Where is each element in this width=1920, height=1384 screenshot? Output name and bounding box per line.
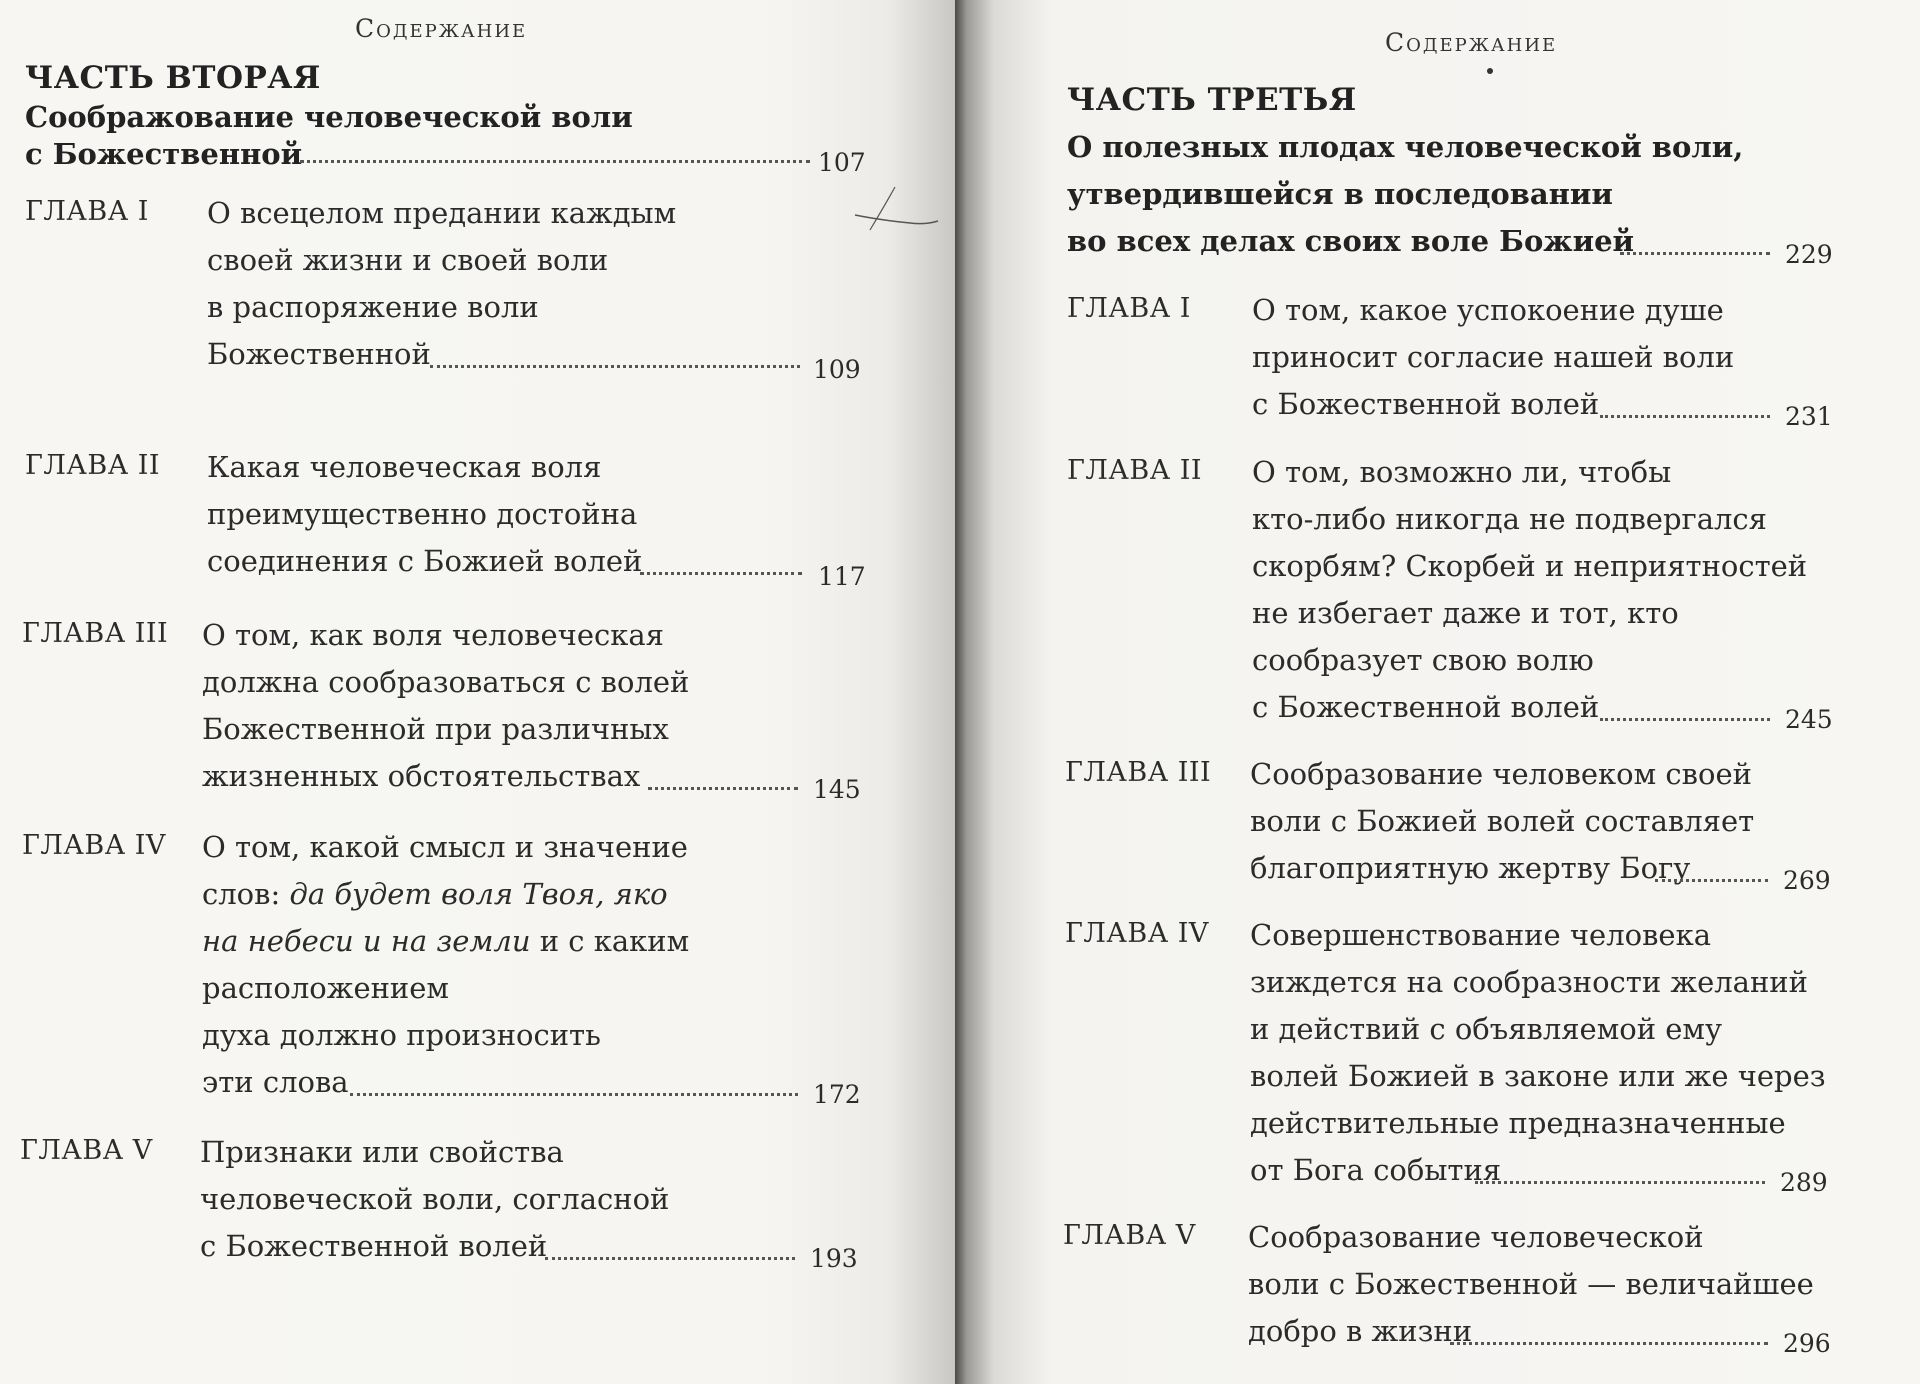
left-part-title-line-2: с Божественной	[25, 137, 303, 171]
right-chapter-4-line-4: волей Божией в законе или же через	[1250, 1059, 1826, 1093]
left-chapter-5-line-1: Признаки или свойства	[200, 1135, 564, 1169]
left-chapter-4-label: ГЛАВА IV	[22, 830, 166, 861]
right-chapter-3-line-2: воли с Божией волей составляет	[1250, 804, 1755, 838]
left-chapter-3-leader	[648, 787, 798, 790]
left-chapter-3-label: ГЛАВА III	[22, 618, 169, 649]
right-chapter-1-line-1: О том, какое успокоение душе	[1252, 293, 1724, 327]
right-chapter-5-line-1: Сообразование человеческой	[1248, 1220, 1704, 1254]
right-chapter-2-line-3: скорбям? Скорбей и неприятностей	[1252, 549, 1808, 583]
right-chapter-4-line-5: действительные предназначенные	[1250, 1106, 1786, 1140]
left-chapter-3-line-3: Божественной при различных	[202, 712, 669, 746]
left-chapter-1-leader	[430, 365, 800, 368]
left-chapter-3-line-2: должна сообразоваться с волей	[202, 665, 690, 699]
right-chapter-3-leader	[1655, 879, 1768, 882]
left-chapter-1-label: ГЛАВА I	[25, 196, 149, 227]
right-chapter-2-line-6: с Божественной волей	[1252, 690, 1600, 724]
right-chapter-4-label: ГЛАВА IV	[1065, 918, 1209, 949]
right-part-title-line-3: во всех делах своих воле Божией	[1067, 224, 1635, 258]
left-chapter-2-page-number: 117	[818, 562, 866, 591]
left-chapter-1-line-2: своей жизни и своей воли	[207, 243, 609, 277]
right-chapter-1-leader	[1600, 415, 1770, 418]
right-chapter-2-label: ГЛАВА II	[1067, 455, 1203, 486]
left-part-heading: ЧАСТЬ ВТОРАЯ	[25, 60, 321, 96]
right-chapter-3-page-number: 269	[1783, 866, 1831, 895]
right-chapter-2-line-2: кто-либо никогда не подвергался	[1252, 502, 1767, 536]
left-part-page-number: 107	[818, 148, 866, 177]
left-part-leader	[300, 160, 810, 163]
left-chapter-4-line-4: расположением	[202, 971, 449, 1005]
left-chapter-4-line-2: слов: да будет воля Твоя, яко	[202, 877, 668, 911]
right-page	[955, 0, 1920, 1384]
right-chapter-5-page-number: 296	[1783, 1329, 1831, 1358]
right-chapter-2-line-4: не избегает даже и тот, кто	[1252, 596, 1679, 630]
right-chapter-5-line-3: добро в жизни	[1248, 1314, 1473, 1348]
left-chapter-1-line-1: О всецелом предании каждым	[207, 196, 677, 230]
right-part-heading: ЧАСТЬ ТРЕТЬЯ	[1067, 82, 1357, 118]
right-chapter-4-line-3: и действий с объявляемой ему	[1250, 1012, 1723, 1046]
right-chapter-2-page-number: 245	[1785, 705, 1833, 734]
pen-mark-icon	[850, 175, 940, 235]
left-chapter-4-line-1: О том, какой смысл и значение	[202, 830, 688, 864]
right-chapter-1-line-3: с Божественной волей	[1252, 387, 1600, 421]
left-chapter-3-line-1: О том, как воля человеческая	[202, 618, 664, 652]
right-chapter-4-page-number: 289	[1780, 1168, 1828, 1197]
left-chapter-4-page-number: 172	[813, 1080, 861, 1109]
right-chapter-3-line-3: благоприятную жертву Богу	[1250, 851, 1691, 885]
left-chapter-5-leader	[545, 1257, 795, 1260]
right-part-title-line-1: О полезных плодах человеческой воли,	[1067, 130, 1744, 164]
left-chapter-5-label: ГЛАВА V	[20, 1135, 153, 1166]
right-chapter-3-label: ГЛАВА III	[1065, 757, 1212, 788]
left-chapter-2-line-2: преимущественно достойна	[207, 497, 638, 531]
ink-dot-icon	[1487, 68, 1493, 74]
left-chapter-2-label: ГЛАВА II	[25, 450, 161, 481]
right-chapter-4-line-6: от Бога события	[1250, 1153, 1502, 1187]
left-chapter-3-page-number: 145	[813, 775, 861, 804]
right-part-leader	[1620, 252, 1770, 255]
right-chapter-5-label: ГЛАВА V	[1063, 1220, 1196, 1251]
left-chapter-4-line-6: эти слова	[202, 1065, 349, 1099]
right-chapter-4-leader	[1475, 1181, 1765, 1184]
right-chapter-5-leader	[1450, 1342, 1768, 1345]
right-chapter-1-page-number: 231	[1785, 402, 1833, 431]
right-running-head: Содержание	[1385, 28, 1558, 57]
left-page	[0, 0, 955, 1384]
right-chapter-3-line-1: Сообразование человеком своей	[1250, 757, 1752, 791]
left-chapter-4-line-3: на небеси и на земли и с каким	[202, 924, 690, 958]
left-chapter-2-leader	[640, 572, 802, 575]
left-chapter-2-line-3: соединения с Божией волей	[207, 544, 643, 578]
right-part-page-number: 229	[1785, 240, 1833, 269]
right-chapter-2-line-5: сообразует свою волю	[1252, 643, 1594, 677]
left-chapter-5-line-3: с Божественной волей	[200, 1229, 548, 1263]
left-chapter-4-line-5: духа должно произносить	[202, 1018, 601, 1052]
right-chapter-4-line-1: Совершенствование человека	[1250, 918, 1711, 952]
right-chapter-2-leader	[1600, 718, 1770, 721]
right-chapter-1-label: ГЛАВА I	[1067, 293, 1191, 324]
right-part-title-line-2: утвердившейся в последовании	[1067, 177, 1613, 211]
left-chapter-2-line-1: Какая человеческая воля	[207, 450, 602, 484]
left-chapter-5-page-number: 193	[810, 1244, 858, 1273]
left-chapter-1-page-number: 109	[813, 355, 861, 384]
left-running-head: Содержание	[355, 14, 528, 43]
right-chapter-5-line-2: воли с Божественной — величайшее	[1248, 1267, 1814, 1301]
right-chapter-1-line-2: приносит согласие нашей воли	[1252, 340, 1735, 374]
right-chapter-4-line-2: зиждется на сообразности желаний	[1250, 965, 1808, 999]
left-chapter-3-line-4: жизненных обстоятельствах	[202, 759, 641, 793]
left-part-title-line-1: Соображование человеческой воли	[25, 100, 633, 134]
right-chapter-2-line-1: О том, возможно ли, чтобы	[1252, 455, 1672, 489]
left-chapter-1-line-4: Божественной	[207, 337, 431, 371]
left-chapter-4-leader	[350, 1093, 798, 1096]
left-chapter-5-line-2: человеческой воли, согласной	[200, 1182, 670, 1216]
left-chapter-1-line-3: в распоряжение воли	[207, 290, 539, 324]
